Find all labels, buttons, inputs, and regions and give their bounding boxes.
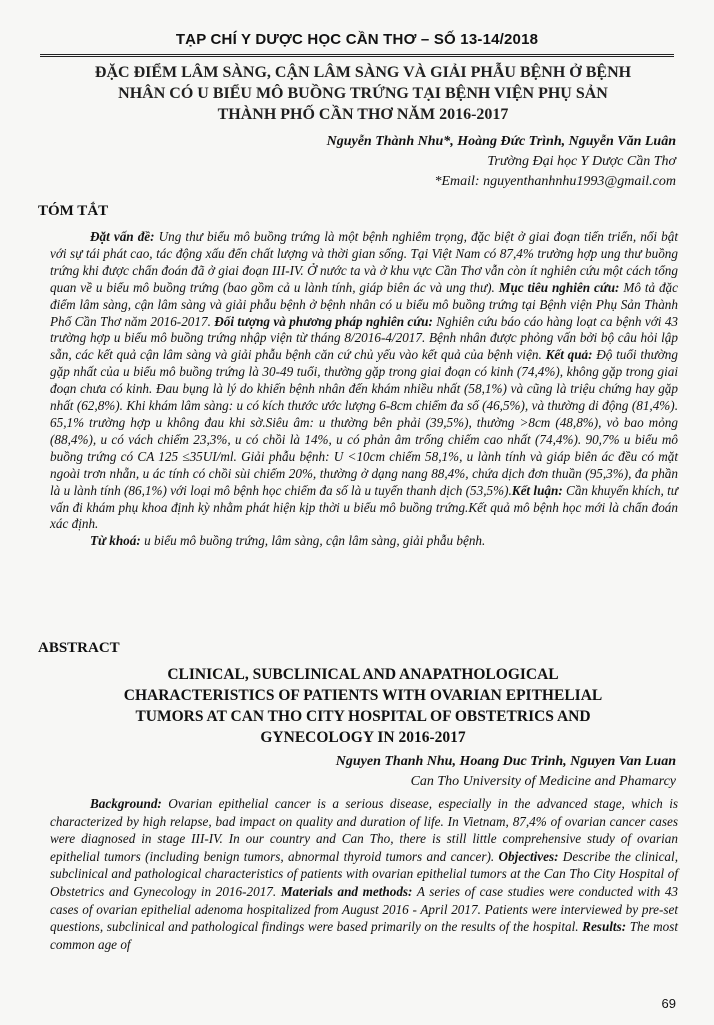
keywords-text-vn: u biểu mô buồng trứng, lâm sàng, cận lâm sàng, giải phẫu bệnh. bbox=[140, 533, 486, 549]
objective-text-en: Describe the clinical, subclinical and pathological characteristics of patients with ovarian epithelial tumors at the Can Tho City Hospital of Obstetrics and Gynecology in 2016-2017. bbox=[50, 848, 678, 899]
objective-text-vn: Mô tả đặc điểm lâm sàng, cận lâm sàng và giải phẫu bệnh ở bệnh nhân có u biểu mô buồng trứng tại Bệnh viện Phụ Sản Thành Phố Cần Thơ năm 2016-2017. bbox=[50, 279, 679, 329]
method-label-en: Materials and methods: bbox=[280, 883, 413, 899]
english-title-line: CLINICAL, SUBCLINICAL AND ANAPATHOLOGICAL bbox=[167, 666, 559, 683]
vietnamese-title-line: ĐẶC ĐIỂM LÂM SÀNG, CẬN LÂM SÀNG VÀ GIẢI PHẪU BỆNH Ở BỆNH bbox=[94, 64, 632, 81]
vietnamese-authors: Nguyễn Thành Nhu*, Hoàng Đức Trình, Nguyễn Văn Luân bbox=[326, 134, 676, 149]
method-text-en: A series of case studies were conducted with 43 cases of ovarian epithelial adenoma hospitalized from August 2016 - April 2017. Patients were interviewed by pre-set questions, subclinical and pathological findings were based primarily on the results of the hospital. bbox=[50, 883, 679, 935]
conclusion-label-vn: Kết luận: bbox=[511, 482, 563, 498]
background-label-vn: Đặt vấn đề: bbox=[90, 229, 155, 244]
page-number: 69 bbox=[661, 996, 676, 1011]
result-text-en: The most common age of bbox=[50, 919, 679, 952]
keywords-label-vn: Từ khoá: bbox=[90, 533, 141, 549]
vietnamese-affiliation: Trường Đại học Y Dược Cần Thơ bbox=[487, 154, 676, 169]
vietnamese-title-line: NHÂN CÓ U BIỂU MÔ BUỒNG TRỨNG TẠI BỆNH VIỆN PHỤ SẢN bbox=[118, 85, 608, 102]
method-text-vn: Nghiên cứu báo cáo hàng loạt ca bệnh với 43 trường hợp u biểu mô buồng trứng nhập viện từ tháng 8/2016-4/2017. Bệnh nhân được phỏng vấn bởi bộ câu hỏi lập sẵn, các kết quả cận lâm sàng và giải phẫu bệnh căn cứ chủ yếu vào kết quả của bệnh viện. bbox=[50, 313, 679, 363]
english-title-line: TUMORS AT CAN THO CITY HOSPITAL OF OBSTETRICS AND bbox=[135, 708, 591, 725]
background-text-en: Ovarian epithelial cancer is a serious disease, especially in the advanced stage, which is characterized by high relapse, bad impact on quality and duration of life. In Vietnam, 87,4% of ovarian cancer cases were diagnosed in stage III-IV. In our country and Can Tho, there is still little comprehensive study of ovarian epithelial tumors (including benign tumors, abnormal thyroid tumors and cancer). bbox=[50, 796, 678, 864]
summary-heading: TÓM TẮT bbox=[38, 203, 109, 219]
method-label-vn: Đối tượng và phương pháp nghiên cứu: bbox=[214, 313, 433, 329]
english-title-line: CHARACTERISTICS OF PATIENTS WITH OVARIAN EPITHELIAL bbox=[123, 687, 603, 704]
vietnamese-title bbox=[50, 62, 676, 125]
background-text-vn: Ung thư biểu mô buồng trứng là một bệnh nghiêm trọng, đặc biệt ở giai đoạn tiến triển, nổi bật với sự tái phát cao, tác động xấu đến chất lượng và thời gian sống. Tại Việt Nam có 87,4% trường hợp ung thư buồng trứng khi được chẩn đoán đã ở giai đoạn III-IV. Ở nước ta và ở khu vực Cần Thơ vẫn còn ít nghiên cứu một cách tổng quan về u biểu mô buồng trứng (bao gồm cả u lành tính, giáp biên ác và ung thư). bbox=[50, 229, 678, 295]
vietnamese-title-line: THÀNH PHỐ CẦN THƠ NĂM 2016-2017 bbox=[217, 106, 509, 123]
english-abstract-paragraph bbox=[50, 795, 678, 953]
header-rule bbox=[40, 54, 674, 57]
objective-label-en: Objectives: bbox=[498, 848, 559, 864]
vietnamese-abstract-paragraph bbox=[50, 229, 678, 533]
result-text-vn: Độ tuổi thường gặp nhất của u biểu mô buồng trứng là 30-49 tuổi, thường gặp trong giai đoạn có kinh (74,4%), không gặp trong giai đoạn chưa có kinh. Đau bụng là lý do khiến bệnh nhân đến khám nhiều nhất (58,1%) và cũng là triệu chứng hay gặp nhất (62,8%). Khi khám lâm sàng: u có kích thước ước lượng 6-8cm chiếm đa số (46,5%), và thường di động (81,4%). 65,1% trường hợp u không đau khi sờ.Siêu âm: u thường bên phải (39,5%), thường >8cm (48,8%), vỏ bao mỏng (88,4%), u có vách chiếm 23,3%, u có chồi là 14%, u có phản âm trống chiếm cao nhất (74,4%). 90,7% u biểu mô buồng trứng có CA 125 ≤35UI/ml. Giải phẫu bệnh: U <10cm chiếm 58,1%, u lành tính và giáp biên ác đều có mặt ngoài trơn nhẵn, u ác tính có chồi sùi chiếm 20%, thường ở dạng nang 88,4%, chứa dịch đơn thuần (95,3%), đa phần là u lành tính (86,1%) với loại mô bệnh học chiếm đa số là u tuyến thanh dịch (53,5%). bbox=[50, 347, 678, 498]
english-affiliation: Can Tho University of Medicine and Phamarcy bbox=[410, 774, 676, 789]
english-authors: Nguyen Thanh Nhu, Hoang Duc Trinh, Nguyen Van Luan bbox=[335, 754, 676, 769]
english-title-line: GYNECOLOGY IN 2016-2017 bbox=[260, 729, 466, 746]
english-abstract bbox=[50, 795, 678, 953]
keywords-paragraph-vn bbox=[50, 533, 678, 550]
journal-header: TẠP CHÍ Y DƯỢC HỌC CẦN THƠ – SỐ 13-14/2018 bbox=[175, 31, 539, 48]
background-label-en: Background: bbox=[90, 796, 162, 811]
vietnamese-abstract bbox=[50, 229, 678, 550]
abstract-heading: ABSTRACT bbox=[38, 640, 120, 656]
conclusion-text-vn: Cần khuyến khích, tư vấn đi khám phụ khoa định kỳ nhằm phát hiện kịp thời u biểu mô buồng trứng.Kết quả mô bệnh học mới là chẩn đoán xác định. bbox=[50, 482, 679, 532]
objective-label-vn: Mục tiêu nghiên cứu: bbox=[498, 279, 620, 295]
result-label-vn: Kết quả: bbox=[545, 347, 593, 363]
author-email: *Email: nguyenthanhnhu1993@gmail.com bbox=[434, 174, 676, 189]
english-title bbox=[50, 664, 676, 748]
result-label-en: Results: bbox=[582, 919, 627, 935]
